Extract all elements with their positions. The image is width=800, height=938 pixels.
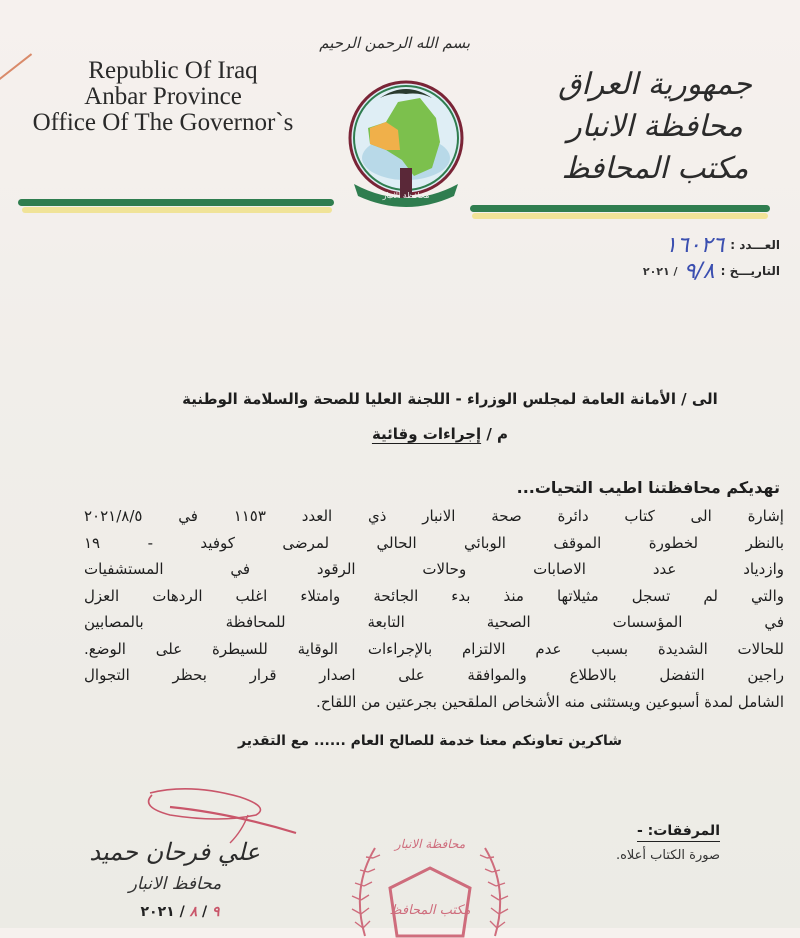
letterhead-office: Office Of The Governor`s xyxy=(32,109,294,136)
body-line: في المؤسسات الصحية التابعة للمحافظة بالمصابين xyxy=(84,613,784,631)
subject-line xyxy=(120,425,760,443)
subject-text: إجراءات وقائية xyxy=(371,425,482,443)
emblem-caption: محافظة الانبار xyxy=(382,191,430,200)
governor-seal-icon xyxy=(345,818,515,938)
signature-date-month: ٨ xyxy=(189,904,198,920)
seal-outer-text: محافظة الانبار xyxy=(394,837,466,851)
letter-body xyxy=(84,503,784,715)
divider-left-green xyxy=(18,199,334,206)
reference-date-handwritten: ٩/٨ xyxy=(683,258,715,284)
signature-date-sep: / xyxy=(201,904,208,920)
signature-date-day: ٩ xyxy=(211,904,220,920)
anbar-emblem-icon xyxy=(340,72,472,212)
attachments-title: المرفقات: - xyxy=(637,823,720,842)
arabic-letterhead xyxy=(545,64,765,190)
english-letterhead xyxy=(28,58,298,136)
attachments-block xyxy=(560,820,720,863)
reference-number-label: العـــدد : xyxy=(730,238,780,252)
divider-right-green xyxy=(470,205,770,212)
basmala: بسم الله الرحمن الرحيم xyxy=(319,34,470,52)
signature-date xyxy=(110,904,250,920)
reference-number-value: ١٦٠٢٦ xyxy=(665,232,725,258)
signatory-name: علي فرحان حميد xyxy=(89,838,260,866)
closing-line: شاكرين تعاونكم معنا خدمة للصالح العام ...... مع التقدير xyxy=(238,733,622,749)
letterhead-republic-ar: جمهورية العراق xyxy=(558,67,752,102)
signature-scribble-icon xyxy=(130,785,300,845)
letterhead-province: Anbar Province xyxy=(84,83,242,110)
letterhead-province-ar: محافظة الانبار xyxy=(567,109,743,144)
letterhead-republic: Republic Of Iraq xyxy=(88,57,258,84)
greeting-line: تهديكم محافظتنا اطيب التحيات... xyxy=(516,478,780,497)
divider-right-yellow xyxy=(472,213,768,219)
body-line: الشامل لمدة أسبوعين ويستثنى منه الأشخاص الملقحين بجرعتين من اللقاح. xyxy=(316,692,784,711)
body-line: والتي لم تسجل مثيلاتها منذ بدء الجائحة وامتلاء اغلب الردهات العزل xyxy=(84,586,784,605)
letterhead-office-ar: مكتب المحافظ xyxy=(561,151,749,186)
addressee-line: الى / الأمانة العامة لمجلس الوزراء - اللجنة العليا للصحة والسلامة الوطنية xyxy=(182,390,718,408)
signatory-title: محافظ الانبار xyxy=(128,874,222,894)
body-line: للحالات الشديدة بسبب عدم الالتزام بالإجراءات الوقاية للسيطرة على الوضع. xyxy=(84,639,784,658)
reference-date-label: التاريـــخ : xyxy=(720,264,780,278)
signature-date-sep: / xyxy=(179,904,185,920)
body-line: وازدياد عدد الاصابات وحالات الرقود في المستشفيات xyxy=(84,560,784,578)
attachments-item: صورة الكتاب أعلاه. xyxy=(615,848,720,863)
body-line: إشارة الى كتاب دائرة صحة الانبار ذي العدد ١١٥٣ في ٢٠٢١/٨/٥ xyxy=(84,507,784,525)
body-line: راجين التفضل بالاطلاع والموافقة على اصدار قرار بحظر التجوال xyxy=(84,666,784,684)
reference-date-year: / ٢٠٢١ xyxy=(642,264,678,278)
seal-inner-text: مكتب المحافظ xyxy=(389,903,471,918)
reference-block xyxy=(590,232,780,284)
divider-left-yellow xyxy=(22,207,332,213)
signature-date-year: ٢٠٢١ xyxy=(140,904,175,920)
reference-date-row xyxy=(590,258,780,284)
body-line: بالنظر لخطورة الموقف الوبائي الحالي لمرضى كوفيد - ١٩ xyxy=(84,533,784,552)
subject-prefix: م / xyxy=(486,425,509,443)
reference-number-row xyxy=(590,232,780,258)
